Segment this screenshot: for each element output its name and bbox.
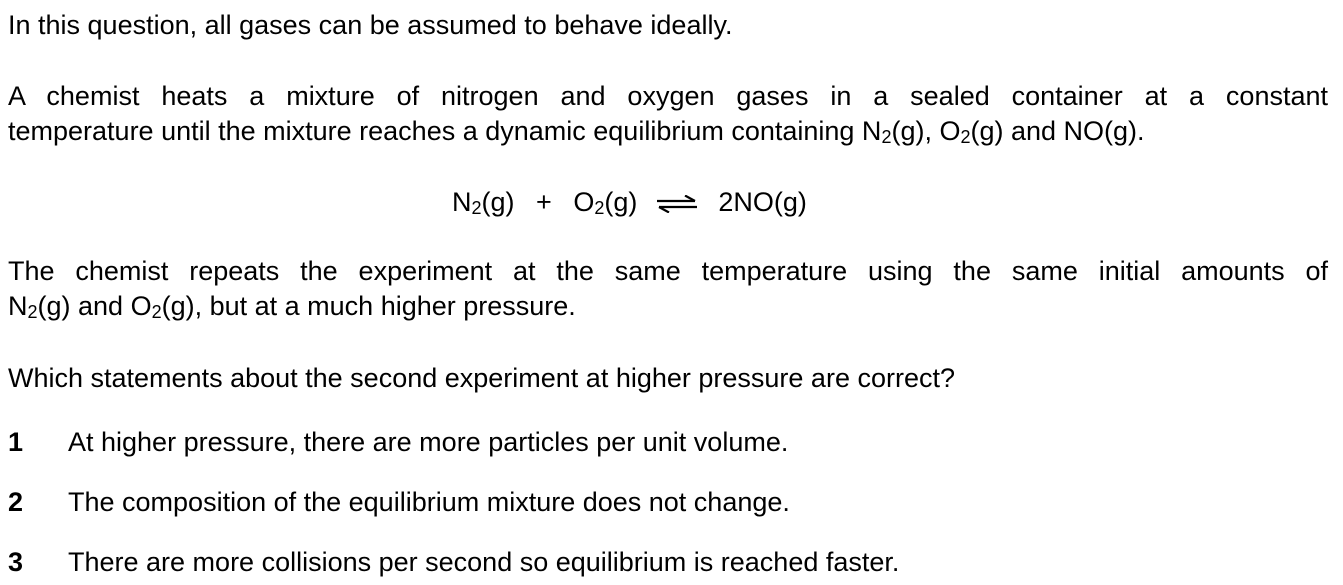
statement-text: At higher pressure, there are more particles per unit volume.: [68, 427, 789, 457]
paragraph1-line1: A chemist heats a mixture of nitrogen and oxygen gases in a sealed container at a constant: [8, 81, 1328, 111]
statement-1: [8, 425, 788, 459]
statement-3: [8, 545, 899, 579]
paragraph1-line2: temperature until the mixture reaches a dynamic equilibrium containing $N_2(g)$, $O_2(g)$ and NO(g).: [8, 116, 1145, 147]
statement-text: There are more collisions per second so equilibrium is reached faster.: [68, 547, 900, 577]
paragraph2-line1: The chemist repeats the experiment at the same temperature using the same initial amounts of: [8, 256, 1328, 286]
question-text: Which statements about the second experiment at higher pressure are correct?: [8, 363, 955, 393]
statement-number: 2: [8, 487, 24, 517]
intro-text: In this question, all gases can be assumed to behave ideally.: [8, 10, 733, 40]
paragraph2-line2: $N_2(g)$ and $O_2(g)$, but at a much higher pressure.: [8, 291, 576, 322]
statement-text: The composition of the equilibrium mixture does not change.: [68, 487, 790, 517]
statement-number: 1: [8, 427, 24, 457]
equilibrium-arrows-icon: [655, 195, 699, 213]
statement-2: [8, 485, 790, 519]
reaction-equation: $N_2(g) + O_2(g)$ 2NO(g): [452, 187, 807, 218]
statement-number: 3: [8, 547, 24, 577]
